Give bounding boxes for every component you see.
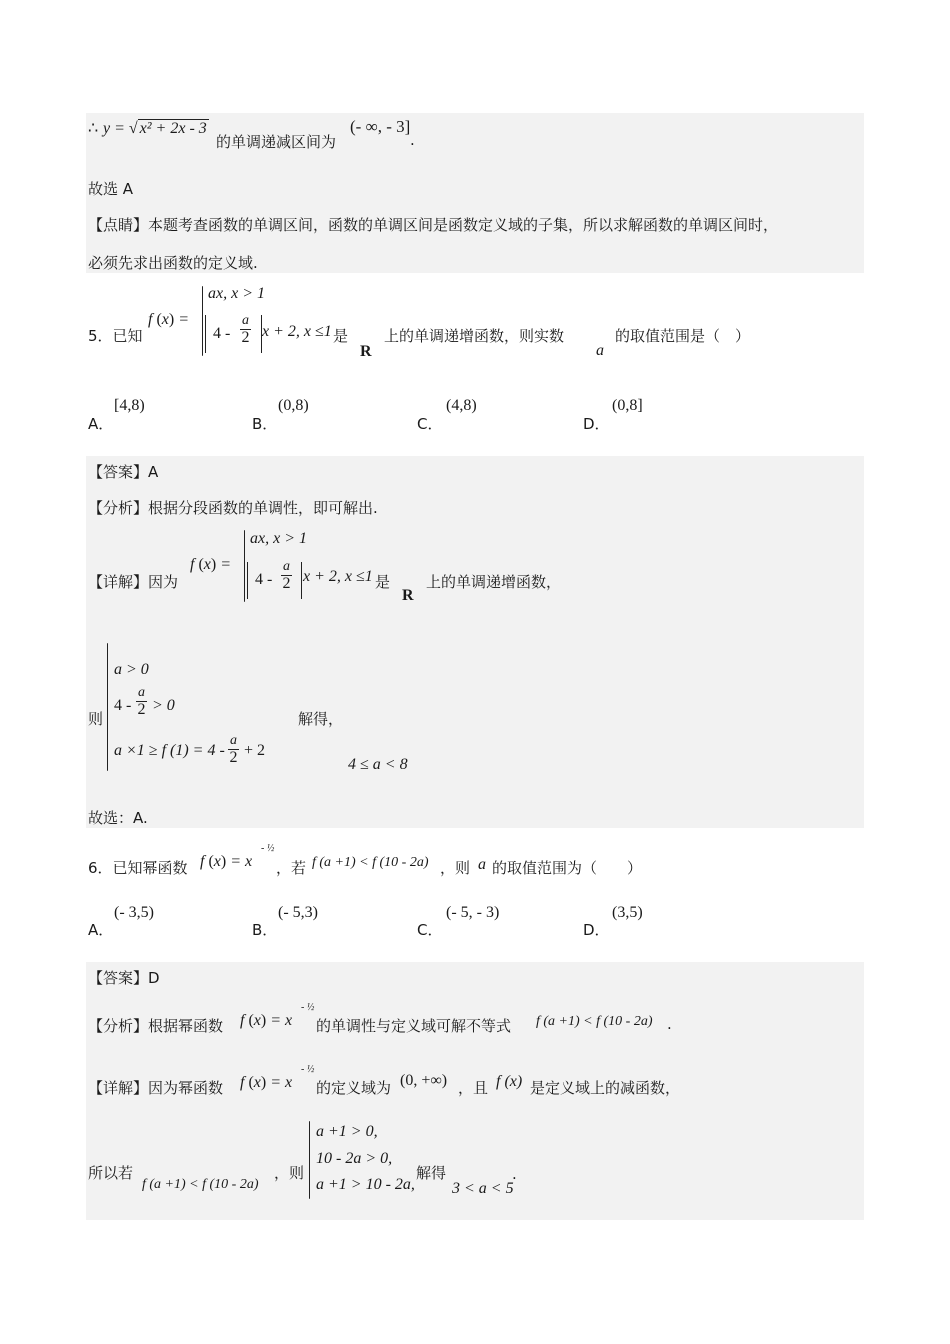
q6-solve: 解得	[416, 1164, 447, 1182]
q5-detail-brace	[244, 530, 245, 602]
q5-detail-pre: 【详解】因为	[88, 573, 179, 591]
q5-choose: 故选：A.	[88, 809, 148, 827]
q6-dot: .	[512, 1165, 517, 1183]
q5-var: a	[596, 342, 604, 359]
q5-case2-b: x + 2, x ≤1	[262, 323, 332, 340]
q5-sys3-a: a ×1 ≥ f (1) = 4 -	[114, 742, 225, 759]
q6-detail-exp: - ½	[301, 1064, 315, 1075]
q5-sys2-a: 4 -	[114, 697, 132, 714]
q5-text: 上的单调递增函数，则实数	[384, 327, 565, 345]
q5-number: 5．已知	[88, 327, 143, 345]
q5-sys2-b: > 0	[152, 697, 175, 714]
q5-solve: 解得，	[298, 710, 344, 728]
q5-option-d-label: D．	[583, 415, 610, 433]
q6-option-d-label: D．	[583, 921, 610, 939]
q5-option-b-label: B．	[252, 415, 278, 433]
q6-detail-mid: 的定义域为	[316, 1079, 392, 1097]
q5-detail-case1: ax, x > 1	[250, 530, 307, 547]
q6-then: ，则	[274, 1164, 305, 1182]
q5-option-a-value: [4,8)	[114, 397, 145, 414]
q6-cond-pre: ，若	[276, 859, 307, 877]
q6-analysis-mid: 的单调性与定义域可解不等式	[316, 1017, 512, 1035]
q4-function-line	[88, 118, 209, 138]
q5-option-c-value: (4,8)	[446, 397, 477, 414]
q6-domain: (0, +∞)	[400, 1072, 448, 1089]
q6-analysis-cond: f (a +1) < f (10 - 2a)	[536, 1014, 653, 1029]
q5-case1: ax, x > 1	[208, 285, 265, 302]
q6-option-a-label: A．	[88, 921, 114, 939]
q5-detail-fx: f (x) =	[190, 556, 232, 573]
q6-so-cond: f (a +1) < f (10 - 2a)	[142, 1177, 259, 1192]
q6-detail-pre: 【详解】因为幂函数	[88, 1079, 224, 1097]
q5-detail-case2-a: 4 -	[255, 571, 273, 588]
q5-R: R	[360, 343, 372, 360]
q6-var: a	[478, 856, 486, 873]
q6-number: 6．已知幂函数	[88, 859, 188, 877]
q6-option-a-value: (- 3,5)	[114, 904, 154, 921]
q6-option-b-label: B．	[252, 921, 278, 939]
q4-dot: .	[410, 131, 415, 149]
q5-option-a-label: A．	[88, 415, 114, 433]
q5-answer: 【答案】A	[88, 463, 159, 481]
q6-sys1: a +1 > 0,	[316, 1123, 378, 1140]
q6-system-brace	[309, 1121, 310, 1199]
q5-tail: 的取值范围是（ ）	[615, 327, 751, 345]
q5-brace	[202, 286, 203, 356]
q5-option-c-label: C．	[417, 415, 443, 433]
q6-cond: f (a +1) < f (10 - 2a)	[312, 855, 429, 870]
q5-option-d-value: (0,8]	[612, 397, 643, 414]
q5-analysis: 【分析】根据分段函数的单调性，即可解出.	[88, 499, 378, 517]
q6-detail-post: 是定义域上的减函数，	[530, 1079, 681, 1097]
q5-sys1: a > 0	[114, 661, 149, 678]
q5-sys3-frac: $\frac{a}{2}$	[229, 733, 238, 766]
q6-analysis-fx: f (x) = x	[240, 1012, 293, 1029]
q5-detail-is: 是	[375, 573, 391, 591]
q6-option-b-value: (- 5,3)	[278, 904, 318, 921]
q6-exp: - ½	[261, 843, 275, 854]
q5-result: 4 ≤ a < 8	[348, 756, 408, 773]
q6-detail-mid2: ，且	[458, 1079, 489, 1097]
q6-fx: f (x) = x	[200, 853, 253, 870]
q6-sys2: 10 - 2a > 0,	[316, 1150, 393, 1167]
q5-sys3-b: + 2	[244, 742, 266, 759]
q6-analysis-dot: .	[667, 1015, 672, 1033]
q6-detail-fx2: f (x)	[496, 1073, 523, 1090]
q5-system-brace	[107, 643, 108, 771]
q5-detail-case2-frac: $\frac{a}{2}$	[282, 559, 291, 592]
q6-cond-post: ，则	[440, 859, 471, 877]
q5-detail-case2-b: x + 2, x ≤1	[303, 568, 373, 585]
q6-answer: 【答案】D	[88, 969, 160, 987]
q5-fx: f (x) =	[148, 311, 190, 328]
q5-sys2-frac: $\frac{a}{2}$	[137, 685, 146, 718]
q6-detail-fx: f (x) = x	[240, 1074, 293, 1091]
therefore-symbol: ∴	[88, 120, 99, 137]
q5-case2-frac: $\frac{a}{2}$	[241, 313, 250, 346]
q4-choose: 故选 A	[88, 180, 134, 198]
q5-case2-a: 4 -	[213, 325, 231, 342]
q4-comment: 【点睛】本题考查函数的单调区间，函数的单调区间是函数定义域的子集，所以求解函数的单调区间时，	[88, 216, 779, 234]
q5-is: 是	[333, 327, 349, 345]
q4-text1: 的单调递减区间为	[216, 133, 337, 151]
q6-analysis-pre: 【分析】根据幂函数	[88, 1017, 224, 1035]
q4-interval: (- ∞, - 3]	[350, 117, 411, 136]
q6-analysis-exp: - ½	[301, 1002, 315, 1013]
q5-option-b-value: (0,8)	[278, 397, 309, 414]
q6-option-d-value: (3,5)	[612, 904, 643, 921]
q5-detail-post: 上的单调递增函数，	[426, 573, 562, 591]
q4-comment2: 必须先求出函数的定义域.	[88, 254, 258, 272]
q6-option-c-label: C．	[417, 921, 443, 939]
q5-then: 则	[88, 710, 104, 728]
q6-result: 3 < a < 5	[452, 1180, 514, 1197]
q6-tail: 的取值范围为（ ）	[492, 859, 643, 877]
q6-sys3: a +1 > 10 - 2a,	[316, 1176, 415, 1193]
q6-so-if: 所以若	[88, 1164, 134, 1182]
q5-detail-R: R	[402, 587, 414, 604]
q6-option-c-value: (- 5, - 3)	[446, 904, 500, 921]
q4-function: y = √ x² + 2x - 3	[102, 120, 207, 137]
